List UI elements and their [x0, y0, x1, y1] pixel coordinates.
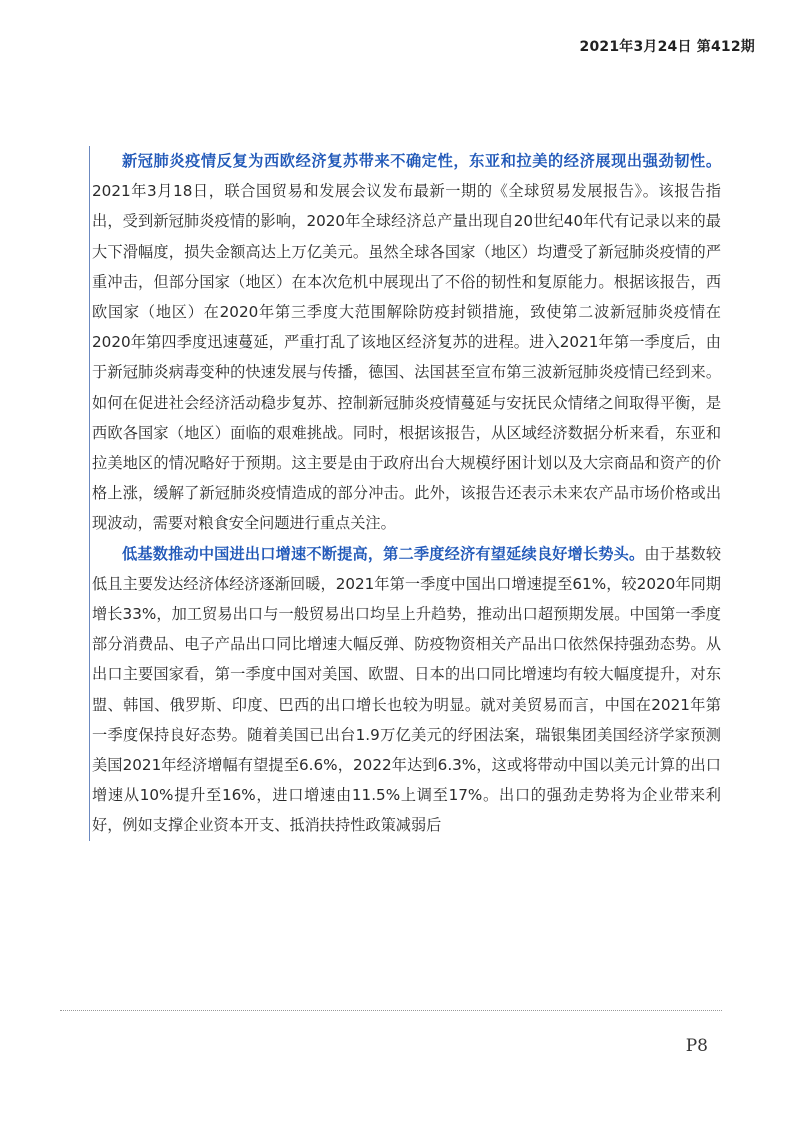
article-paragraph-2 — [92, 539, 721, 841]
paragraph-1-lead: 新冠肺炎疫情反复为西欧经济复苏带来不确定性，东亚和拉美的经济展现出强劲韧性。 — [122, 152, 721, 170]
page-number: P8 — [685, 1036, 708, 1056]
issue-date: 2021年3月24日 第412期 — [579, 39, 755, 55]
article-body — [89, 146, 721, 841]
footer-divider — [60, 1010, 722, 1011]
paragraph-2-lead: 低基数推动中国进出口增速不断提高，第二季度经济有望延续良好增长势头。 — [122, 544, 645, 563]
paragraph-2-body: 由于基数较低且主要发达经济体经济逐渐回暖，2021年第一季度中国出口增速提至61%，较2020年同期增长33%，加工贸易出口与一般贸易出口均呈上升趋势，推动出口超预期发展。中国第一季度部分消费品、电子产品出口同比增速大幅反弹、防疫物资相关产品出口依然保持强劲态势。从出口主要国家看，第一季度中国对美国、欧盟、日本的出口同比增速均有较大幅度提升，对东盟、韩国、俄罗斯、印度、巴西的出口增长也较为明显。就对美贸易而言，中国在2021年第一季度保持良好态势。随着美国已出台1.9万亿美元的纾困法案，瑞银集团美国经济学家预测美国2021年经济增幅有望提至6.6%，2022年达到6.3%，这或将带动中国以美元计算的出口增速从10%提升至16%，进口增速由11.5%上调至17%。出口的强劲走势将为企业带来利好，例如支撑企业资本开支、抵消扶持性政策减弱后 — [92, 544, 722, 835]
paragraph-1-body: 2021年3月18日，联合国贸易和发展会议发布最新一期的《全球贸易发展报告》。该报告指出，受到新冠肺炎疫情的影响，2020年全球经济总产量出现自20世纪40年代有记录以来的最大下滑幅度，损失金额高达上万亿美元。虽然全球各国家（地区）均遭受了新冠肺炎疫情的严重冲击，但部分国家（地区）在本次危机中展现出了不俗的韧性和复原能力。根据该报告，西欧国家（地区）在2020年第三季度大范围解除防疫封锁措施，致使第二波新冠肺炎疫情在2020年第四季度迅速蔓延，严重打乱了该地区经济复苏的进程。进入2021年第一季度后，由于新冠肺炎病毒变种的快速发展与传播，德国、法国甚至宣布第三波新冠肺炎疫情已经到来。如何在促进社会经济活动稳步复苏、控制新冠肺炎疫情蔓延与安抚民众情绪之间取得平衡，是西欧各国家（地区）面临的艰难挑战。同时，根据该报告，从区域经济数据分析来看，东亚和拉美地区的情况略好于预期。这主要是由于政府出台大规模纾困计划以及大宗商品和资产的价格上涨，缓解了新冠肺炎疫情造成的部分冲击。此外，该报告还表示未来农产品市场价格或出现波动，需要对粮食安全问题进行重点关注。 — [92, 182, 721, 533]
article-paragraph-1 — [92, 146, 721, 539]
